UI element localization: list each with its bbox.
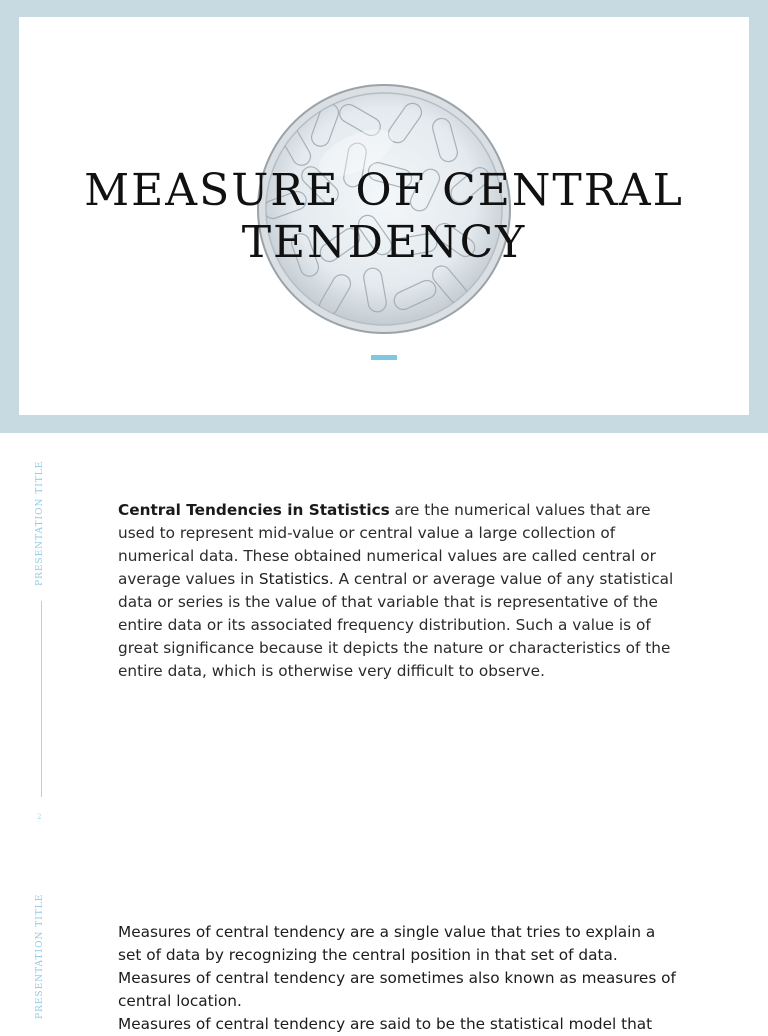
paragraph-text-2: . A central or average value of any statistical data or series is the value of that variable that is representative of the entire data or its associated frequency distribution. Such a value is of great significance because it depicts the nature or characteristics of the entire data, which is otherwise very difficult to observe. — [118, 570, 674, 680]
paragraph-text-1: are the numerical values that are used to represent mid-value or central value a large collection of numerical data. These obtained numerical values are called central or average values in — [118, 501, 656, 588]
bold-lead-term: Central Tendencies in Statistics — [118, 501, 390, 519]
title-slide-frame — [0, 0, 768, 433]
slide-2-page-number: 2 — [37, 813, 42, 821]
slide-2-side-rule — [41, 601, 42, 797]
slide-3-line-3: Measures of central tendency are said to be the statistical model that — [118, 1015, 653, 1033]
slide-2-paragraph — [118, 499, 678, 683]
slide-title — [19, 165, 749, 269]
slide-3-line-1: Measures of central tendency are a single value that tries to explain a set of data by recognizing the central position in that set of data. — [118, 923, 656, 964]
statistics-term: Statistics — [258, 570, 329, 588]
title-slide — [19, 17, 749, 415]
slide-3-side-label: PRESENTATION TITLE — [35, 893, 45, 1019]
accent-dash — [371, 355, 397, 360]
slide-3-body — [118, 921, 678, 1036]
slide-title-line-2: TENDENCY — [241, 217, 527, 268]
slide-2-side-label: PRESENTATION TITLE — [35, 460, 45, 586]
slide-3-line-2: Measures of central tendency are sometimes also known as measures of central location. — [118, 969, 676, 1010]
slide-title-line-1: MEASURE OF CENTRAL — [84, 165, 684, 216]
